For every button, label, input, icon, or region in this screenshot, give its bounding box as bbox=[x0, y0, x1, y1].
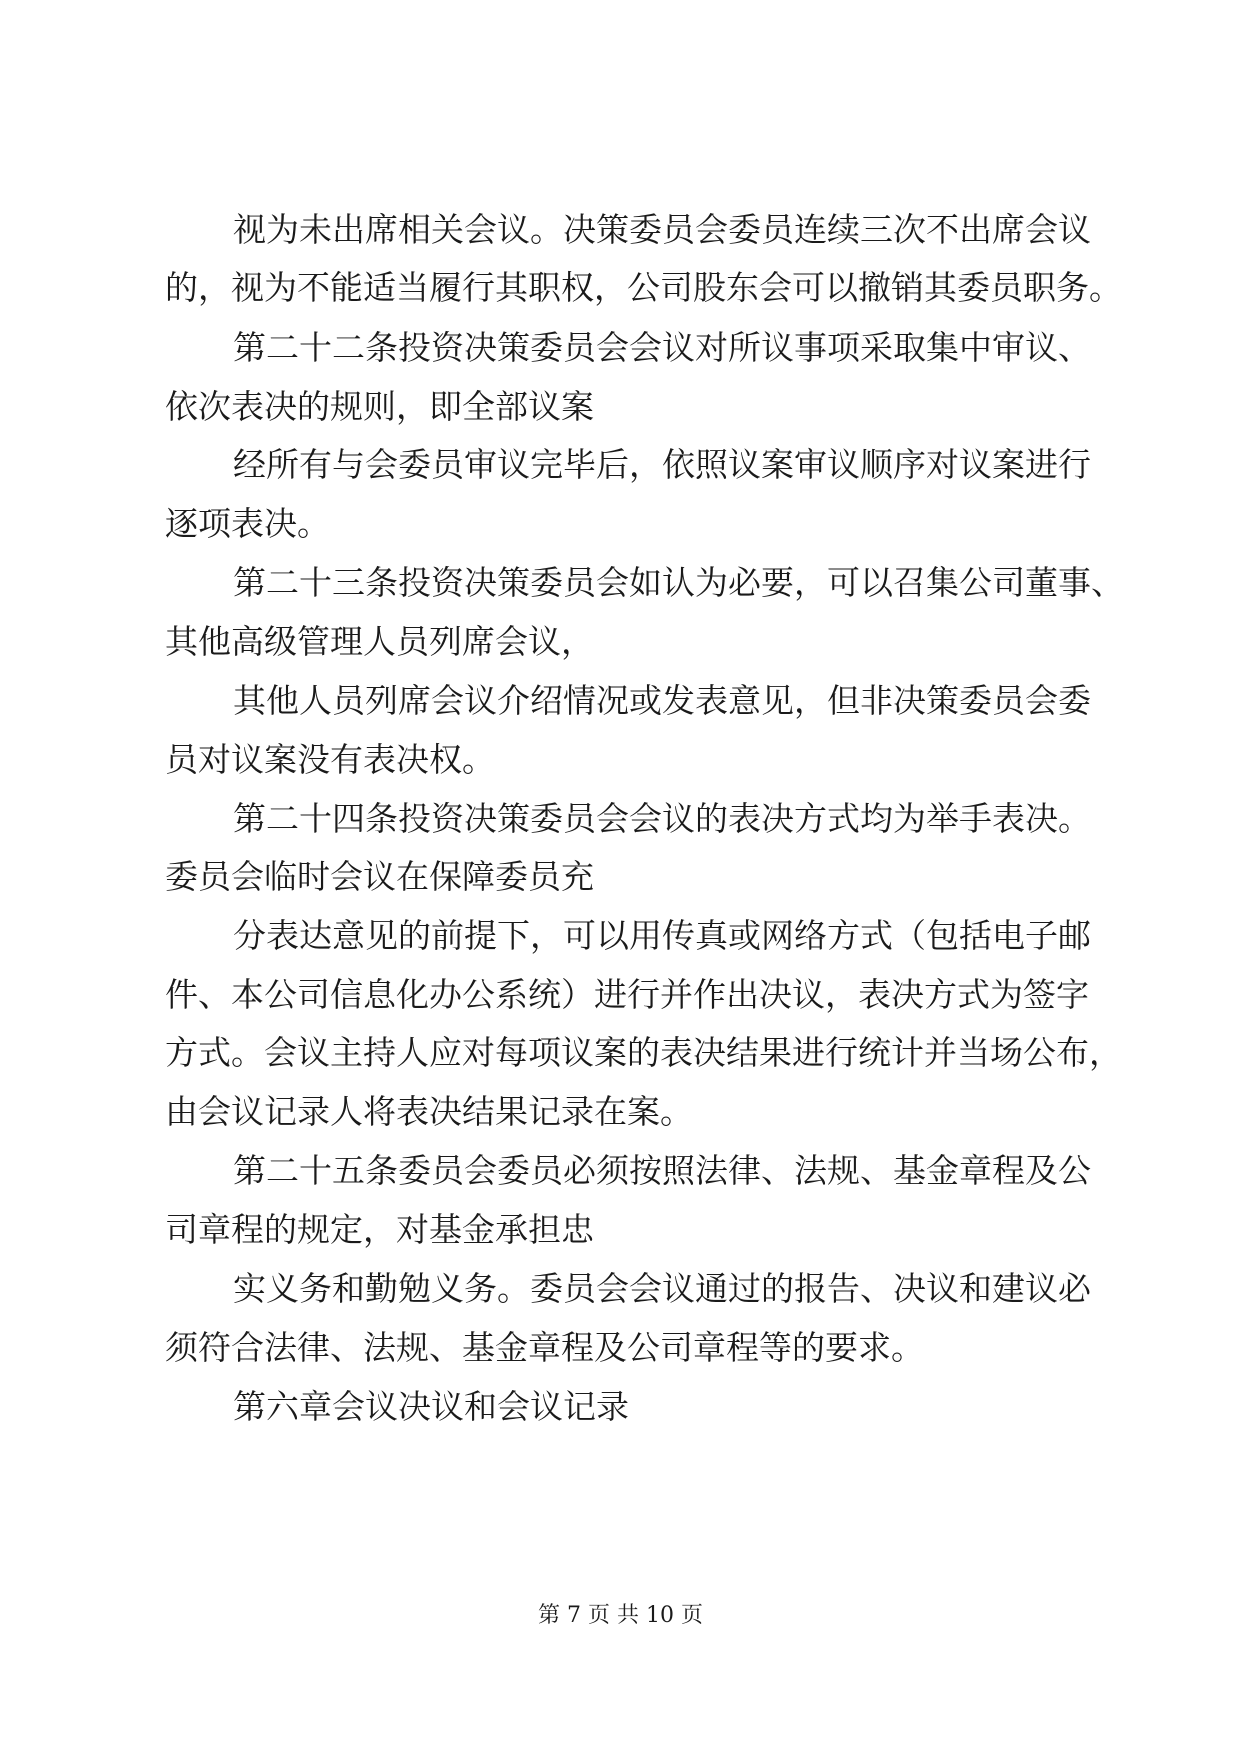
text-line: 员对议案没有表决权。 bbox=[165, 740, 495, 779]
text-line: 实义务和勤勉义务。委员会会议通过的报告、决议和建议必 bbox=[233, 1269, 1091, 1308]
text-line: 依次表决的规则，即全部议案 bbox=[165, 387, 594, 426]
text-line: 逐项表决。 bbox=[165, 504, 330, 543]
text-line: 其他高级管理人员列席会议， bbox=[165, 622, 594, 661]
text-line: 司章程的规定，对基金承担忠 bbox=[165, 1210, 594, 1249]
text-line: 须符合法律、法规、基金章程及公司章程等的要求。 bbox=[165, 1328, 924, 1367]
text-line: 第二十二条投资决策委员会会议对所议事项采取集中审议、 bbox=[233, 328, 1091, 367]
text-line: 分表达意见的前提下，可以用传真或网络方式（包括电子邮 bbox=[233, 916, 1091, 955]
text-line: 件、本公司信息化办公系统）进行并作出决议，表决方式为签字 bbox=[165, 975, 1089, 1014]
text-line: 由会议记录人将表决结果记录在案。 bbox=[165, 1092, 693, 1131]
text-line: 其他人员列席会议介绍情况或发表意见，但非决策委员会委 bbox=[233, 681, 1091, 720]
text-line: 经所有与会委员审议完毕后，依照议案审议顺序对议案进行 bbox=[233, 445, 1091, 484]
text-line: 委员会临时会议在保障委员充 bbox=[165, 857, 594, 896]
text-line: 视为未出席相关会议。决策委员会委员连续三次不出席会议 bbox=[233, 210, 1091, 249]
text-line: 第二十四条投资决策委员会会议的表决方式均为举手表决。 bbox=[233, 799, 1091, 838]
text-line: 的，视为不能适当履行其职权，公司股东会可以撤销其委员职务。 bbox=[165, 268, 1122, 307]
text-line: 第二十五条委员会委员必须按照法律、法规、基金章程及公 bbox=[233, 1151, 1091, 1190]
text-line: 第二十三条投资决策委员会如认为必要，可以召集公司董事、 bbox=[233, 563, 1124, 602]
chapter-heading: 第六章会议决议和会议记录 bbox=[233, 1387, 629, 1426]
text-line: 方式。会议主持人应对每项议案的表决结果进行统计并当场公布， bbox=[165, 1033, 1122, 1072]
page-number-footer: 第 7 页 共 10 页 bbox=[538, 1603, 703, 1628]
